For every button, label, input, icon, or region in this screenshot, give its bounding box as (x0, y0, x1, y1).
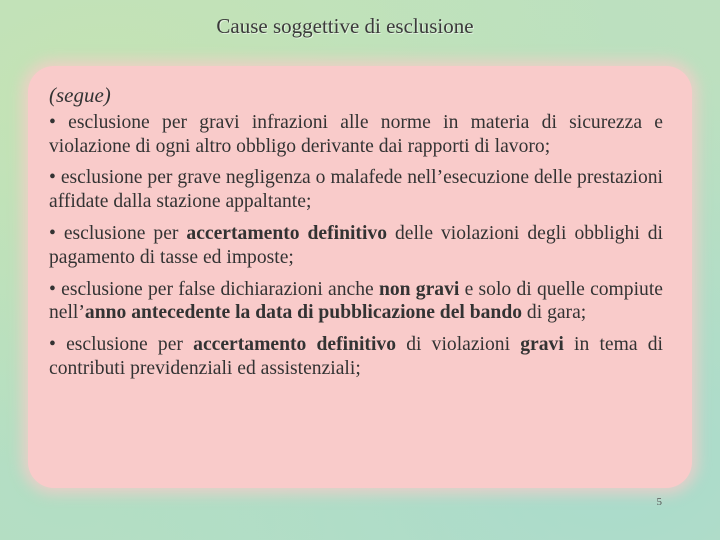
item-text: in tema di contributi previdenziali ed assistenziali; (49, 334, 663, 379)
item-text: di violazioni (396, 334, 521, 356)
emphasis-text: anno antecedente la data di pubblicazione del bando (84, 302, 523, 324)
emphasis-text: gravi (520, 334, 564, 356)
bullet-item (49, 222, 663, 270)
emphasis-text: accertamento definitivo (186, 222, 387, 244)
item-text: esclusione per (66, 334, 194, 356)
item-text: e solo di quelle compiute nell’ (49, 278, 663, 324)
bullet-list (49, 111, 663, 381)
item-text: esclusione per false dichiarazioni anche (61, 278, 379, 300)
bullet-item (49, 333, 663, 381)
item-text: delle violazioni degli obblighi di pagamento di tasse ed imposte; (49, 222, 663, 268)
bullet-marker: • (49, 222, 56, 244)
item-text: esclusione per (63, 222, 187, 244)
emphasis-text: non gravi (378, 278, 460, 300)
bullet-marker: • (49, 334, 56, 356)
bullet-item (49, 166, 663, 214)
item-text: esclusione per gravi infrazioni alle norme in materia di sicurezza e violazione di ogni altro obbligo derivante dai rapporti di lavoro; (49, 111, 663, 157)
slide-content (49, 84, 663, 389)
page-number: 5 (656, 496, 662, 508)
continuation-label: (segue) (49, 83, 111, 107)
bullet-marker: • (49, 278, 56, 300)
slide-title: Cause soggettive di esclusione (216, 14, 474, 38)
bullet-marker: • (49, 111, 56, 133)
bullet-item (49, 278, 663, 326)
item-text: esclusione per grave negligenza o malafede nell’esecuzione delle prestazioni affidate dalla stazione appaltante; (49, 167, 663, 213)
bullet-marker: • (49, 167, 56, 189)
emphasis-text: accertamento definitivo (193, 334, 396, 356)
item-text: di gara; (522, 302, 587, 324)
bullet-item (49, 111, 663, 159)
